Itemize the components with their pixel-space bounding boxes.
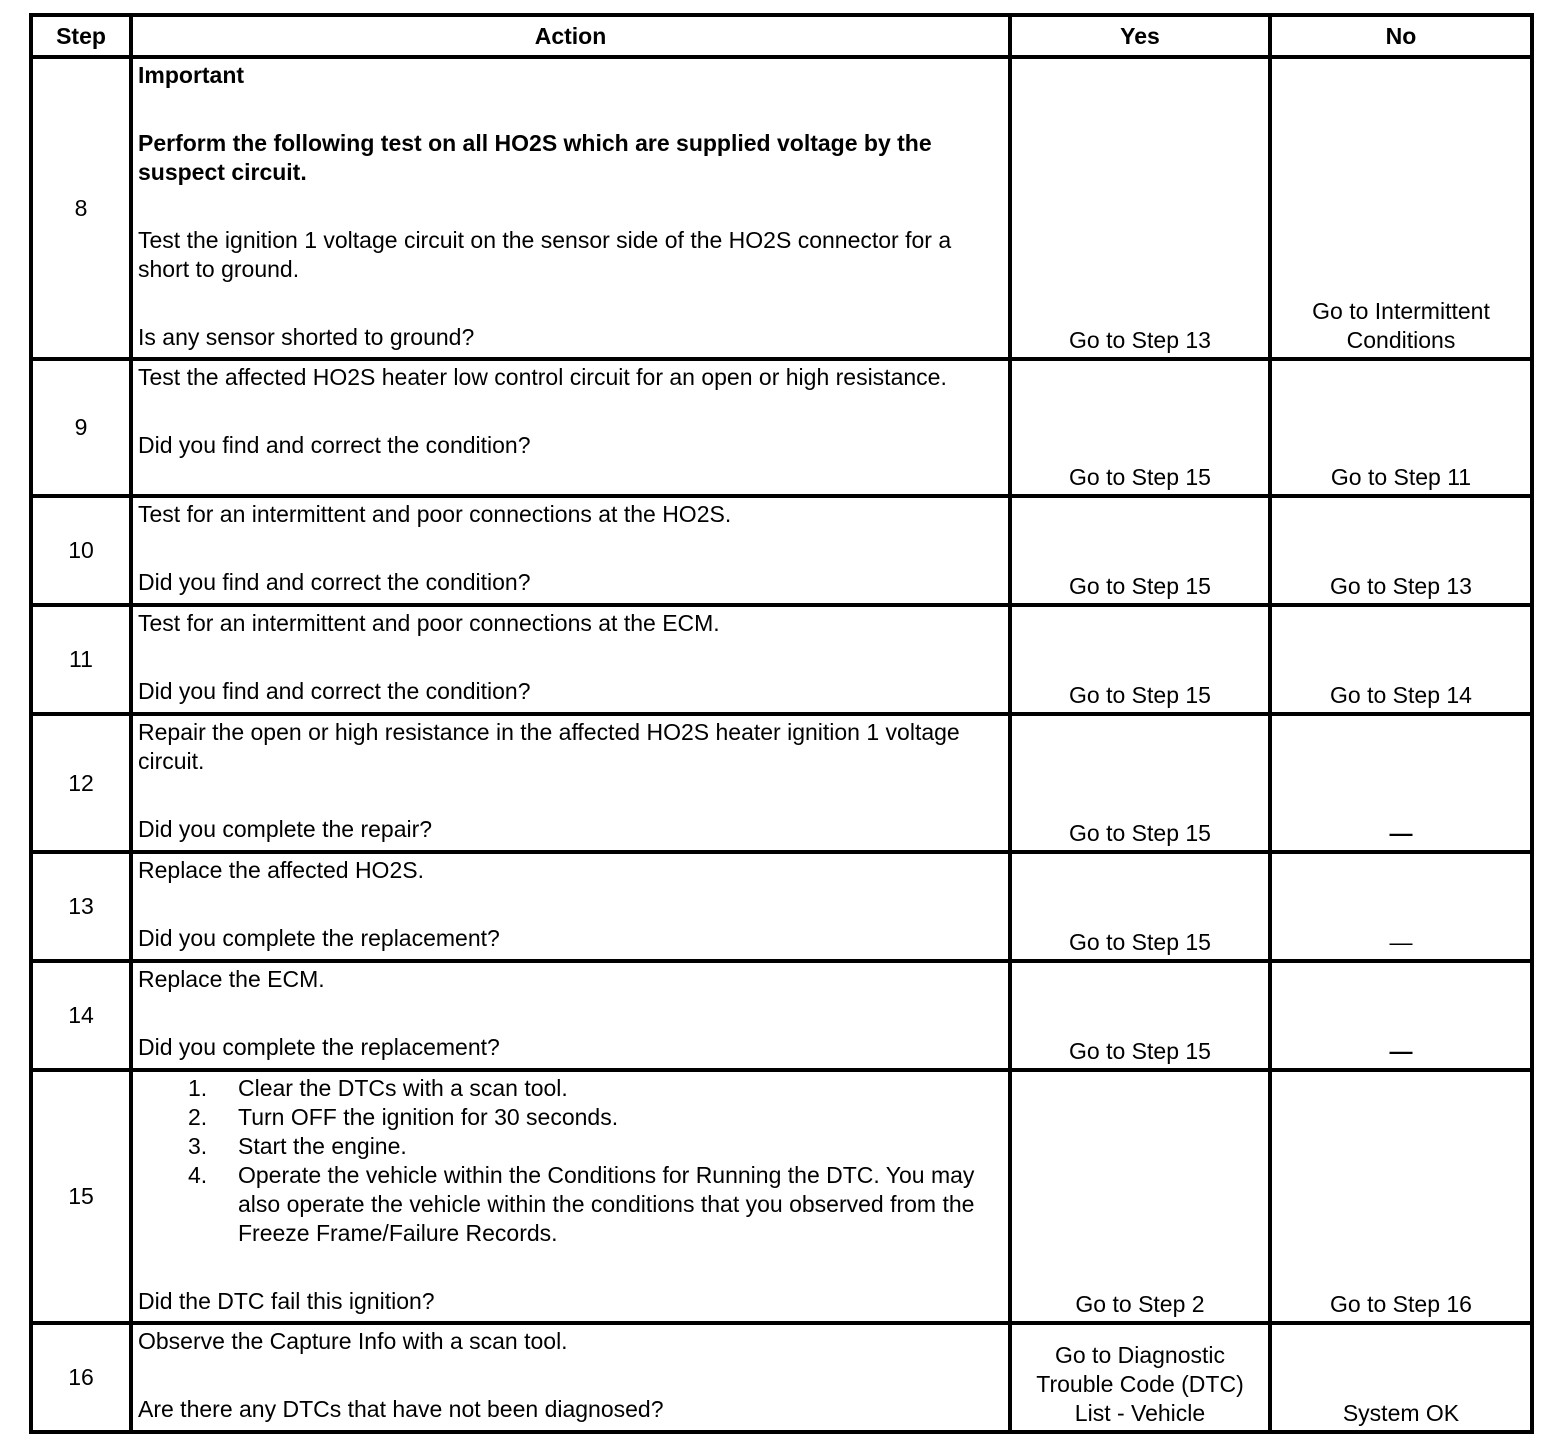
list-number: 2. [188,1104,208,1130]
table-row [31,1070,1532,1323]
no-outcome: Go to Step 11 [1270,359,1532,496]
no-outcome: Go to Step 16 [1270,1070,1532,1323]
step-number: 14 [31,961,131,1070]
list-item [138,1074,1003,1103]
step-number: 8 [31,57,131,359]
step-number: 10 [31,496,131,605]
action-cell [131,1323,1010,1432]
action-cell [131,496,1010,605]
procedure-list [138,1074,1003,1248]
action-cell [131,714,1010,852]
list-item [138,1161,1003,1248]
table-row [31,57,1532,359]
no-outcome: — [1270,714,1532,852]
header-no: No [1270,15,1532,57]
table-row [31,496,1532,605]
yes-outcome: Go to Step 15 [1010,852,1270,961]
header-step: Step [31,15,131,57]
list-number: 3. [188,1133,208,1159]
action-instruction: Test for an intermittent and poor connections at the ECM. [138,610,720,636]
table-row [31,1323,1532,1432]
list-text: Turn OFF the ignition for 30 seconds. [238,1104,619,1130]
list-text: Start the engine. [238,1133,407,1159]
action-question: Did you complete the replacement? [138,1034,500,1060]
yes-outcome: Go to Step 15 [1010,359,1270,496]
action-cell [131,605,1010,714]
action-cell [131,852,1010,961]
action-instruction: Test the affected HO2S heater low control circuit for an open or high resistance. [138,364,947,390]
no-outcome: Go to Step 13 [1270,496,1532,605]
action-instruction: Replace the ECM. [138,966,325,992]
action-instruction: Observe the Capture Info with a scan tool. [138,1328,568,1354]
header-action: Action [131,15,1010,57]
yes-outcome: Go to Step 15 [1010,605,1270,714]
list-number: 4. [188,1162,208,1188]
table-row [31,961,1532,1070]
action-question: Is any sensor shorted to ground? [138,324,475,350]
list-text: Clear the DTCs with a scan tool. [238,1075,568,1101]
table-row [31,714,1532,852]
action-instruction: Repair the open or high resistance in the affected HO2S heater ignition 1 voltage circuit. [138,719,960,774]
no-outcome: — [1270,961,1532,1070]
step-number: 16 [31,1323,131,1432]
important-label: Important [138,62,245,88]
header-yes: Yes [1010,15,1270,57]
no-outcome: System OK [1270,1323,1532,1432]
action-question: Did you find and correct the condition? [138,678,531,704]
action-question: Are there any DTCs that have not been diagnosed? [138,1396,664,1422]
yes-outcome: Go to Step 2 [1010,1070,1270,1323]
list-item [138,1132,1003,1161]
step-number: 15 [31,1070,131,1323]
yes-outcome: Go to Step 15 [1010,496,1270,605]
step-number: 13 [31,852,131,961]
important-text: Perform the following test on all HO2S which are supplied voltage by the suspect circuit. [138,130,932,185]
action-instruction: Test the ignition 1 voltage circuit on the sensor side of the HO2S connector for a short to ground. [138,227,952,282]
step-number: 11 [31,605,131,714]
list-text: Operate the vehicle within the Conditions for Running the DTC. You may also operate the vehicle within the conditions that you observed from the Freeze Frame/Failure Records. [238,1162,975,1246]
action-question: Did you complete the repair? [138,816,433,842]
table-row [31,605,1532,714]
list-number: 1. [188,1075,208,1101]
header-row [31,15,1532,57]
action-cell [131,961,1010,1070]
action-instruction: Test for an intermittent and poor connections at the HO2S. [138,501,732,527]
action-instruction: Replace the affected HO2S. [138,857,424,883]
no-outcome: Go to Intermittent Conditions [1270,57,1532,359]
action-question: Did you find and correct the condition? [138,569,531,595]
yes-outcome: Go to Step 15 [1010,714,1270,852]
action-question: Did you find and correct the condition? [138,432,531,458]
yes-outcome: Go to Step 13 [1010,57,1270,359]
diagnostic-table [29,13,1534,1434]
no-outcome: — [1270,852,1532,961]
yes-outcome: Go to Step 15 [1010,961,1270,1070]
yes-outcome: Go to Diagnostic Trouble Code (DTC) List - Vehicle [1010,1323,1270,1432]
list-item [138,1103,1003,1132]
action-cell [131,359,1010,496]
action-cell [131,57,1010,359]
action-cell [131,1070,1010,1323]
step-number: 9 [31,359,131,496]
no-outcome: Go to Step 14 [1270,605,1532,714]
action-question: Did the DTC fail this ignition? [138,1288,435,1314]
step-number: 12 [31,714,131,852]
table-row [31,359,1532,496]
action-question: Did you complete the replacement? [138,925,500,951]
table-row [31,852,1532,961]
